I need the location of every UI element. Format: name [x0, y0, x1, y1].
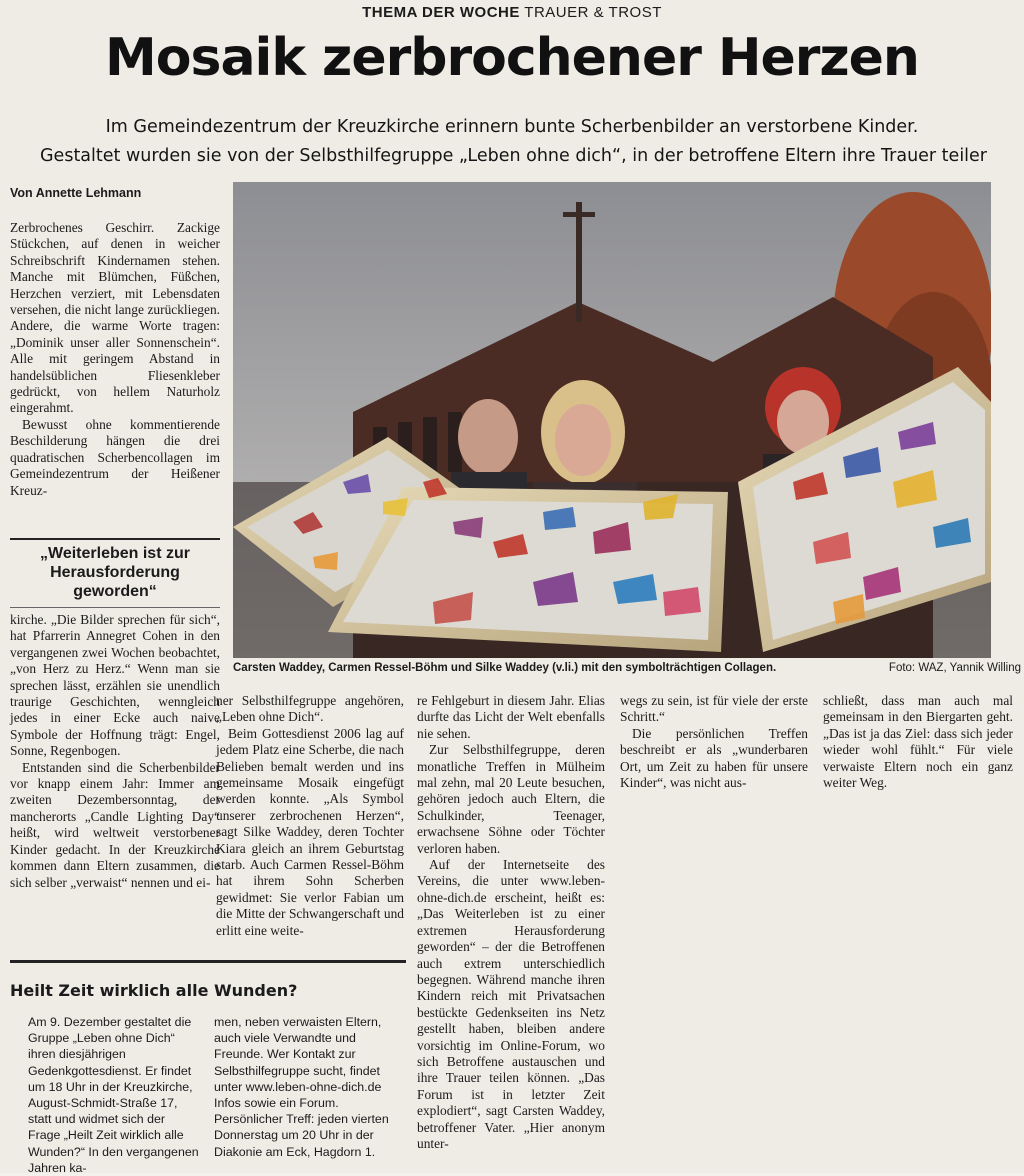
paragraph: Die persönlichen Treffen beschreibt er als „wunderbaren Ort, um Zeit zu haben für unsere Kinder“, was nicht aus- [620, 725, 808, 791]
article-column-2 [216, 693, 404, 939]
section-label: THEMA DER WOCHE [362, 4, 520, 21]
byline: Von Annette Lehmann [10, 186, 142, 200]
infobox-column-left [28, 1014, 200, 1176]
article-photo [233, 182, 991, 658]
photo-caption [233, 660, 1021, 680]
subheadline: „Weiterleben ist zur Herausforderung geworden“ [10, 538, 220, 608]
deck-line-2: Gestaltet wurden sie von der Selbsthilfegruppe „Leben ohne dich“, in der betroffene Eltern ihre Trauer teiler [40, 146, 987, 166]
article-column-1 [10, 220, 220, 499]
photo-illustration [233, 182, 991, 658]
section-kicker [0, 4, 1024, 21]
paragraph: schließt, dass man auch mal gemeinsam in den Biergarten geht. „Das ist ja das Ziel: dass sich jeder wieder wohl fühlt.“ Für viele verwaiste Eltern noch ein ganz weiter Weg. [823, 693, 1013, 791]
deck-line-1: Im Gemeindezentrum der Kreuzkirche erinnern bunte Scherbenbilder an verstorbene Kinder. [105, 117, 919, 137]
paragraph: men, neben verwaisten Eltern, auch viele Verwandte und Freunde. Wer Kontakt zur Selbsthilfegruppe sucht, findet unter www.leben-ohne-dich.de Infos sowie ein Forum. Persönlicher Treff: jeden vierten Donnerstag um 20 Uhr in der Diakonie am Eck, Hagdorn 1. [214, 1015, 389, 1159]
paragraph: Zur Selbsthilfegruppe, deren monatliche Treffen in Mülheim mal zehn, mal 20 Leute besuchen, gehören jedoch auch Eltern, die Schulkinder, Teenager, erwachsene Söhne oder Töchter verloren haben. [417, 742, 605, 856]
photo-credit: Foto: WAZ, Yannik Willing [888, 662, 1021, 674]
headline: Mosaik zerbrochener Herzen [105, 28, 919, 88]
paragraph: re Fehlgeburt in diesem Jahr. Elias durfte das Licht der Welt ebenfalls nie sehen. [417, 693, 605, 741]
paragraph: kirche. „Die Bilder sprechen für sich“, hat Pfarrerin Annegret Cohen in den vergangenen zwei Wochen beobachtet, „von Herz zu Herz.“ Wenn man sie sprechen lässt, erzählen sie unendlich traurige Geschichten, wenngleich jedes in einer Ecke auch naive Symbole der Hoffnung trägt: Engel, Sonne, Regenbogen. [10, 612, 220, 759]
paragraph: Am 9. Dezember gestaltet die Gruppe „Leben ohne Dich“ ihren diesjährigen Gedenkgottesdienst. Er findet um 18 Uhr in der Kreuzkirche, August-Schmidt-Straße 17, statt und widmet sich der Frage „Heilt Zeit wirklich alle Wunden?“ In den vergangenen Jahren ka- [28, 1015, 199, 1175]
caption-text: Carsten Waddey, Carmen Ressel-Böhm und Silke Waddey (v.li.) mit den symbolträchtigen Collagen. [233, 662, 777, 674]
paragraph: Bewusst ohne kommentierende Beschilderung hängen die drei quadratischen Scherbencollagen im Gemeindezentrum der Heißener Kreuz- [10, 416, 220, 498]
infobox-title: Heilt Zeit wirklich alle Wunden? [10, 960, 406, 1000]
article-column-4 [620, 693, 808, 791]
paragraph: Entstanden sind die Scherbenbilder vor knapp einem Jahr: Immer am zweiten Dezembersonntag, der mancherorts „Candle Lighting Day“ heißt, wird weltweit verstorbener Kinder gedacht. In der Kreuzkirche kommen dann Eltern zusammen, die sich selber „verwaist“ nennen und ei- [10, 759, 220, 890]
paragraph: Beim Gottesdienst 2006 lag auf jedem Platz eine Scherbe, die nach Belieben bemalt werden und ins gemeinsame Mosaik eingefügt werden konnte. „Als Symbol unserer zerbrochenen Herzen“, sagt Silke Waddey, deren Tochter Kiara gleich an ihrem Geburtstag starb. Auch Carmen Ressel-Böhm hat ihrem Sohn Scherben gewidmet: Sie verlor Fabian um die Mitte der Schwangerschaft und erlitt eine weite- [216, 725, 404, 938]
article-column-5 [823, 693, 1013, 791]
paragraph: wegs zu sein, ist für viele der erste Schritt.“ [620, 693, 808, 725]
paragraph: Auf der Internetseite des Vereins, die unter www.leben-ohne-dich.de erscheint, heißt es: „Das Weiterleben ist zu einer extremen Herausforderung geworden“ – der die Betroffenen auch extrem unterschiedlich begegnen. Während manche ihren Kindern reich mit Privatsachen bestückte Gedenkseiten ins Netz gestellt haben, bleiben andere vorsichtig im Online-Forum, wo sich Betroffene austauschen und ihre Trauer teilen können. „Das Forum ist in letzter Zeit explodiert“, sagt Carsten Waddey, betroffener Vater. „Hier anonym unter- [417, 857, 605, 1151]
topic-label: TRAUER & TROST [524, 4, 662, 21]
article-column-1b [10, 612, 220, 891]
infobox-column-right [214, 1014, 396, 1160]
paragraph: ner Selbsthilfegruppe angehören, „Leben ohne Dich“. [216, 693, 404, 725]
article-column-3 [417, 693, 605, 1152]
paragraph: Zerbrochenes Geschirr. Zackige Stückchen, auf denen in weicher Schreibschrift Kindernamen stehen. Manche mit Blümchen, Füßchen, Herzchen verziert, mit Lebensdaten versehen, die nicht lange zurückliegen. Andere, die warme Worte tragen: „Dominik unser aller Sonnenschein“. Alle mit geringem Abstand in handelsüblichen Fliesenkleber gedrückt, von hellem Naturholz eingerahmt. [10, 220, 220, 416]
